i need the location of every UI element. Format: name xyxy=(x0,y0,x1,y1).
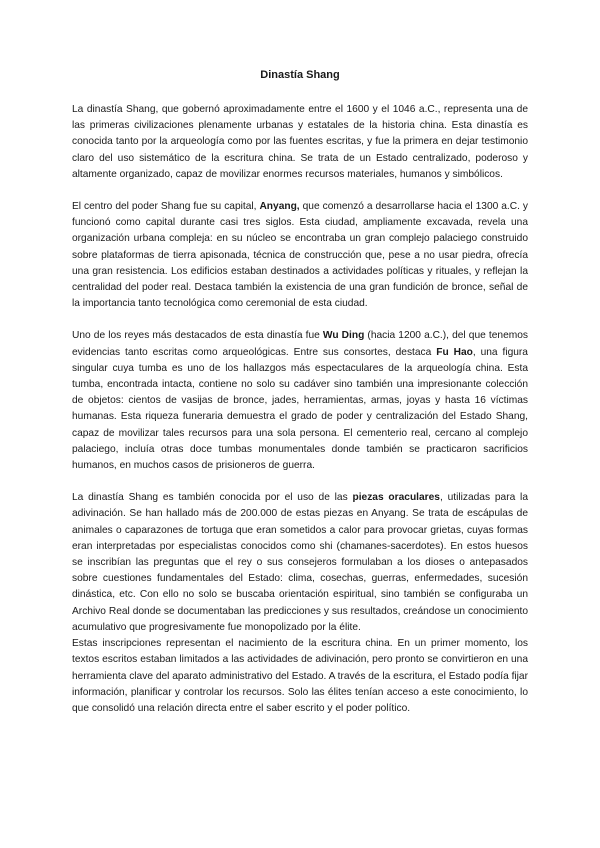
paragraph-oracle-text-a: La dinastía Shang es también conocida por el uso de las xyxy=(72,492,353,504)
paragraph-anyang xyxy=(72,199,528,312)
fu-hao-bold: Fu Hao xyxy=(436,346,473,358)
paragraph-oracle-text-c: , utilizadas para la adivinación. Se han hallado más de 200.000 de estas piezas en Anyang. Se trata de escápulas de animales o caparazones de tortuga que eran sometidos a calor para provocar grietas, cuyas formas eran interpretadas por especialistas conocidos como shi (chamanes-sacerdotes). En estos huesos se inscribían las preguntas que el rey o sus consejeros formulaban a los dioses o antepasados sobre cuestiones fundamentales del Estado: clima, cosechas, guerras, enfermedades, sucesión dinástica, etc. Con ello no solo se buscaba orientación espiritual, sino también se configuraba un Archivo Real donde se documentaban las predicciones y sus resultados, creándose un conocimiento acumulativo que progresivamente fue monopolizado por la élite. xyxy=(72,492,528,633)
paragraph-wu-ding-text-e: , una figura singular cuya tumba es uno de los hallazgos más espectaculares de la arqueología china. Esta tumba, encontrada intacta, contiene no solo su cadáver sino también una impresionante colección de objetos: cientos de vasijas de bronce, jades, herramientas, armas, joyas y hasta 16 víctimas humanas. Esta riqueza funeraria demuestra el grado de poder y centralización del Estado Shang, capaz de movilizar tales recursos para una sola persona. El cementerio real, cercano al complejo palaciego, incluía otras doce tumbas monumentales donde también se practicaron sacrificios humanos, en muchos casos de prisioneros de guerra. xyxy=(72,346,528,472)
wu-ding-bold: Wu Ding xyxy=(322,330,365,342)
paragraph-wu-ding-text-a: Uno de los reyes más destacados de esta dinastía fue xyxy=(72,330,323,342)
paragraph-intro xyxy=(72,102,528,183)
oracle-bones-bold: piezas oraculares xyxy=(352,492,440,504)
paragraph-anyang-text-a: El centro del poder Shang fue su capital, xyxy=(72,201,260,213)
paragraph-wu-ding xyxy=(72,328,528,474)
paragraph-writing-text: Estas inscripciones representan el nacimiento de la escritura china. En un primer momento, los textos escritos estaban limitados a las actividades de adivinación, pero pronto se convirtieron en una herramienta clave del aparato administrativo del Estado. A través de la escritura, el Estado podía fijar información, planificar y controlar los recursos. Solo las élites tenían acceso a este conocimiento, lo que consolidó una relación directa entre el saber escrito y el poder político. xyxy=(72,638,528,714)
paragraph-anyang-text-c: que comenzó a desarrollarse hacia el 1300 a.C. y funcionó como capital durante casi tres siglos. Esta ciudad, ampliamente excavada, revela una organización urbana compleja: en su núcleo se encontraba un gran complejo palaciego construido sobre plataformas de tierra apisonada, técnica de construcción que, pese a no usar piedra, ofrecía una gran resistencia. Los edificios estaban destinados a actividades políticas y rituales, y reflejan la centralidad del poder real. Destaca también la existencia de una gran fundición de bronce, señal de la importancia tanto tecnológica como ceremonial de esta ciudad. xyxy=(72,201,528,310)
paragraph-intro-text: La dinastía Shang, que gobernó aproximadamente entre el 1600 y el 1046 a.C., representa una de las primeras civilizaciones plenamente urbanas y estatales de la historia china. Esta dinastía es conocida tanto por la arqueología como por las fuentes escritas, y fue la primera en dejar testimonio claro del uso sistemático de la escritura china. Se trata de un Estado centralizado, poderoso y altamente organizado, capaz de movilizar enormes recursos materiales, humanos y simbólicos. xyxy=(72,104,528,180)
document-title: Dinastía Shang xyxy=(260,69,340,81)
anyang-bold: Anyang, xyxy=(259,201,300,213)
paragraph-oracle xyxy=(72,490,528,636)
paragraph-writing xyxy=(72,636,528,717)
paragraph-wu-ding-text-c: (hacia 1200 a.C.), del que tenemos evidencias tanto escritas como arqueológicas. Entre sus consortes, destaca xyxy=(72,330,528,358)
